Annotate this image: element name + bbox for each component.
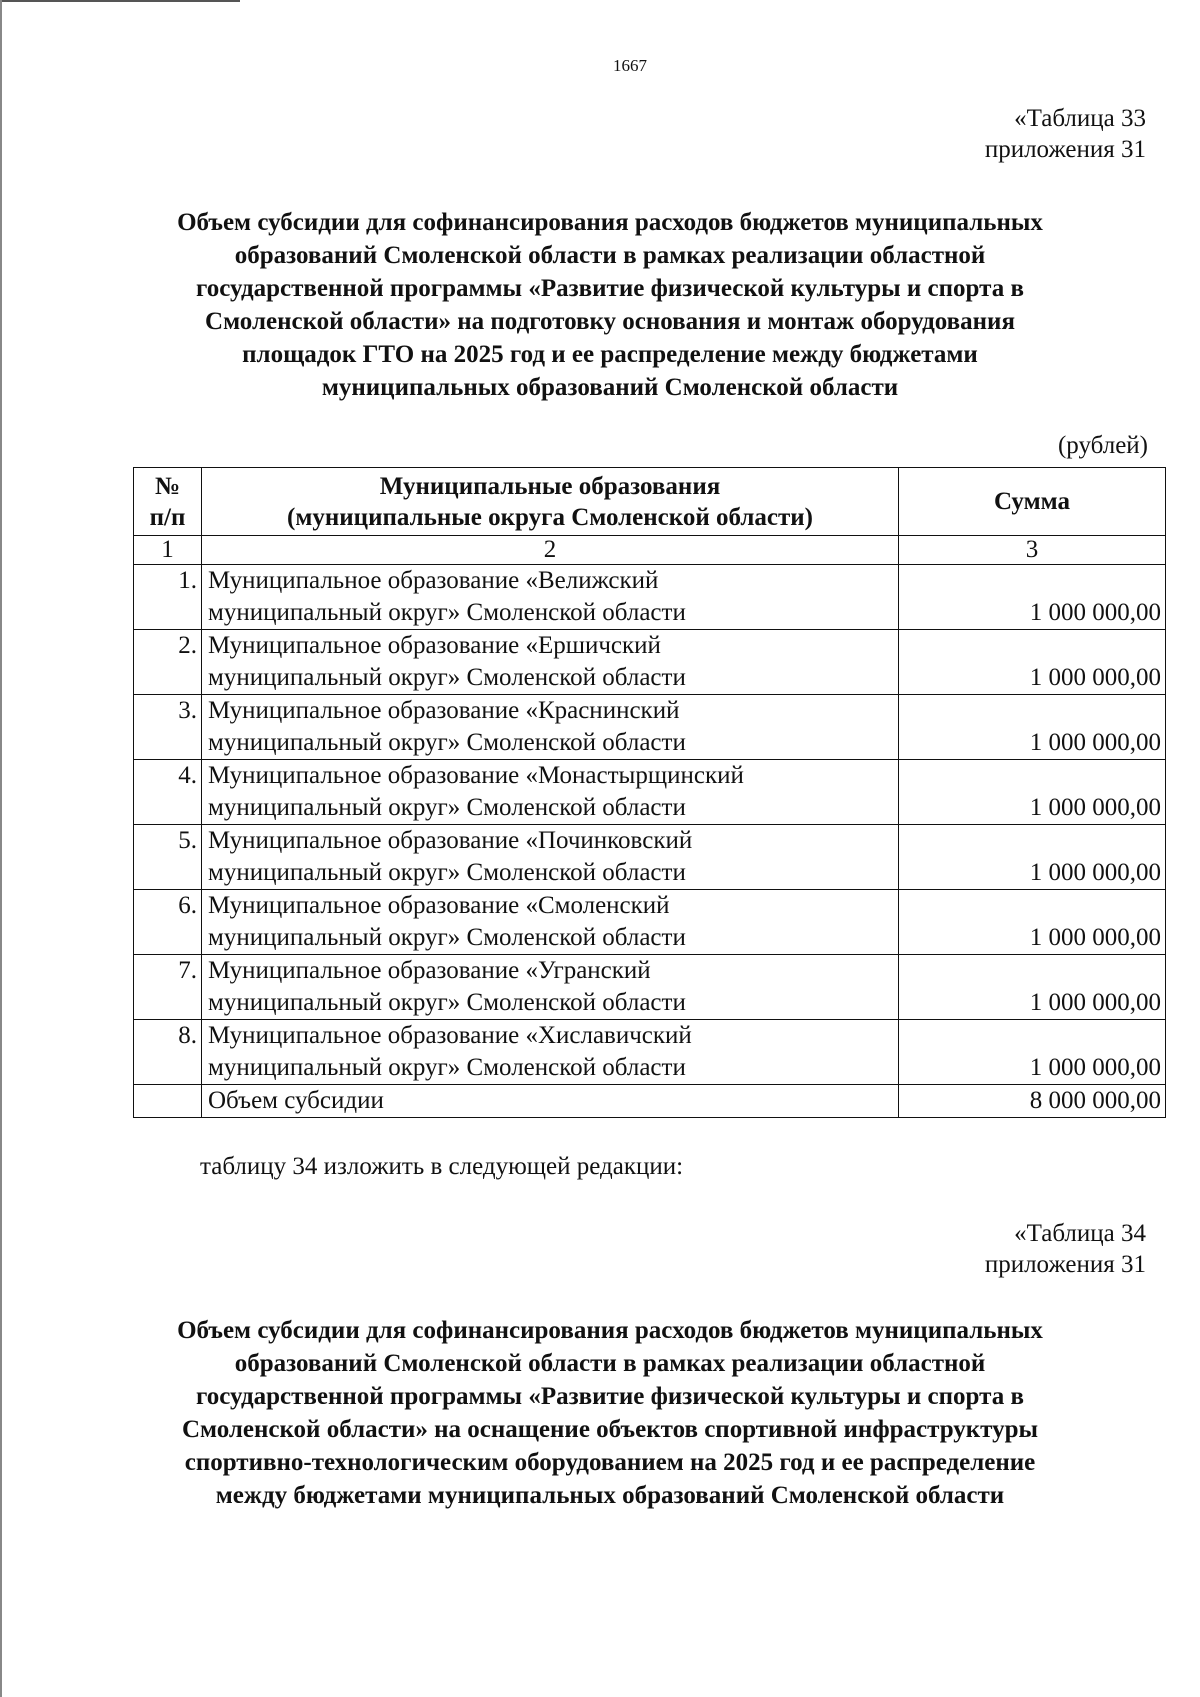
scan-edge-left <box>0 0 2 1697</box>
row-municipality <box>202 565 899 630</box>
row-municipality-line1: Муниципальное образование «Краснинский <box>208 697 680 724</box>
row-number: 6. <box>134 890 202 955</box>
row-municipality <box>202 890 899 955</box>
table33-title-line: государственной программы «Развитие физической культуры и спорта в <box>196 275 1024 302</box>
column-number-row <box>134 536 1166 565</box>
row-municipality-line1: Муниципальное образование «Ершичский <box>208 632 661 659</box>
header-municipality-line1: Муниципальные образования <box>379 472 721 500</box>
table34-reference-line1: «Таблица 34 <box>1014 1220 1146 1247</box>
table-row <box>134 565 1166 630</box>
table33-title-line: Объем субсидии для софинансирования расходов бюджетов муниципальных <box>177 209 1043 236</box>
row-municipality-line2: муниципальный округ» Смоленской области <box>208 989 686 1016</box>
row-sum: 1 000 000,00 <box>899 1020 1166 1085</box>
units-label: (рублей) <box>1057 432 1148 459</box>
scan-edge-top <box>0 0 240 2</box>
table33-title-line: образований Смоленской области в рамках реализации областной <box>234 242 986 269</box>
header-number-line2: п/п <box>149 503 186 531</box>
row-municipality-line1: Муниципальное образование «Угранский <box>208 957 651 984</box>
table34-title-line: образований Смоленской области в рамках реализации областной <box>234 1350 986 1377</box>
row-municipality <box>202 695 899 760</box>
row-municipality-line2: муниципальный округ» Смоленской области <box>208 1054 686 1081</box>
table34-title-line: спортивно-технологическим оборудованием на 2025 год и ее распределение <box>184 1449 1036 1476</box>
row-number: 3. <box>134 695 202 760</box>
table-row <box>134 825 1166 890</box>
row-number: 5. <box>134 825 202 890</box>
row-municipality <box>202 760 899 825</box>
table34-title-line: Смоленской области» на оснащение объектов спортивной инфраструктуры <box>181 1416 1039 1443</box>
row-number: 1. <box>134 565 202 630</box>
table-row <box>134 695 1166 760</box>
header-municipality-line2: (муниципальные округа Смоленской области) <box>287 503 813 531</box>
table34-title-line: государственной программы «Развитие физической культуры и спорта в <box>196 1383 1024 1410</box>
table33-reference <box>985 103 1146 165</box>
table34-title-line: между бюджетами муниципальных образований Смоленской области <box>215 1482 1005 1509</box>
total-label: Объем субсидии <box>202 1085 899 1118</box>
row-sum: 1 000 000,00 <box>899 760 1166 825</box>
total-sum: 8 000 000,00 <box>899 1085 1166 1118</box>
row-municipality <box>202 825 899 890</box>
table33-title-line: муниципальных образований Смоленской области <box>321 374 899 401</box>
row-sum: 1 000 000,00 <box>899 955 1166 1020</box>
row-sum: 1 000 000,00 <box>899 565 1166 630</box>
row-municipality-line2: муниципальный округ» Смоленской области <box>208 859 686 886</box>
table34-reference <box>985 1218 1146 1280</box>
row-municipality-line1: Муниципальное образование «Велижский <box>208 567 659 594</box>
table33-title-line: Смоленской области» на подготовку основания и монтаж оборудования <box>205 308 1015 335</box>
row-sum: 1 000 000,00 <box>899 695 1166 760</box>
row-municipality <box>202 1020 899 1085</box>
page-number: 1667 <box>613 56 647 75</box>
row-sum: 1 000 000,00 <box>899 630 1166 695</box>
total-row <box>134 1085 1166 1118</box>
row-municipality-line1: Муниципальное образование «Хиславичский <box>208 1022 692 1049</box>
table34-title-line: Объем субсидии для софинансирования расходов бюджетов муниципальных <box>177 1317 1043 1344</box>
table33-reference-line2: приложения 31 <box>984 136 1146 163</box>
header-number <box>134 468 202 536</box>
subsidy-table <box>133 467 1166 1118</box>
row-municipality <box>202 955 899 1020</box>
row-sum: 1 000 000,00 <box>899 890 1166 955</box>
table-row <box>134 630 1166 695</box>
row-municipality-line1: Муниципальное образование «Починковский <box>208 827 693 854</box>
row-municipality-line1: Муниципальное образование «Монастырщинский <box>208 762 744 789</box>
table34-title <box>110 1314 1110 1512</box>
row-sum: 1 000 000,00 <box>899 825 1166 890</box>
row-number: 8. <box>134 1020 202 1085</box>
row-municipality <box>202 630 899 695</box>
table33-title-line: площадок ГТО на 2025 год и ее распределение между бюджетами <box>242 341 978 368</box>
table-row <box>134 890 1166 955</box>
row-municipality-line1: Муниципальное образование «Смоленский <box>208 892 670 919</box>
header-number-line1: № <box>154 472 181 500</box>
header-sum: Сумма <box>899 468 1166 536</box>
row-municipality-line2: муниципальный округ» Смоленской области <box>208 599 686 626</box>
column-number: 3 <box>899 536 1166 565</box>
row-municipality-line2: муниципальный округ» Смоленской области <box>208 664 686 691</box>
column-number: 2 <box>202 536 899 565</box>
table34-reference-line2: приложения 31 <box>984 1251 1146 1278</box>
table-row <box>134 1020 1166 1085</box>
table-row <box>134 955 1166 1020</box>
table-row <box>134 760 1166 825</box>
column-number: 1 <box>134 536 202 565</box>
row-number: 7. <box>134 955 202 1020</box>
table33-title <box>110 206 1110 404</box>
header-municipality <box>202 468 899 536</box>
amendment-note: таблицу 34 изложить в следующей редакции: <box>200 1153 684 1180</box>
row-municipality-line2: муниципальный округ» Смоленской области <box>208 924 686 951</box>
table-header-row <box>134 468 1166 536</box>
row-municipality-line2: муниципальный округ» Смоленской области <box>208 729 686 756</box>
total-number-cell <box>134 1085 202 1118</box>
row-number: 2. <box>134 630 202 695</box>
row-number: 4. <box>134 760 202 825</box>
table33-reference-line1: «Таблица 33 <box>1014 105 1146 132</box>
row-municipality-line2: муниципальный округ» Смоленской области <box>208 794 686 821</box>
